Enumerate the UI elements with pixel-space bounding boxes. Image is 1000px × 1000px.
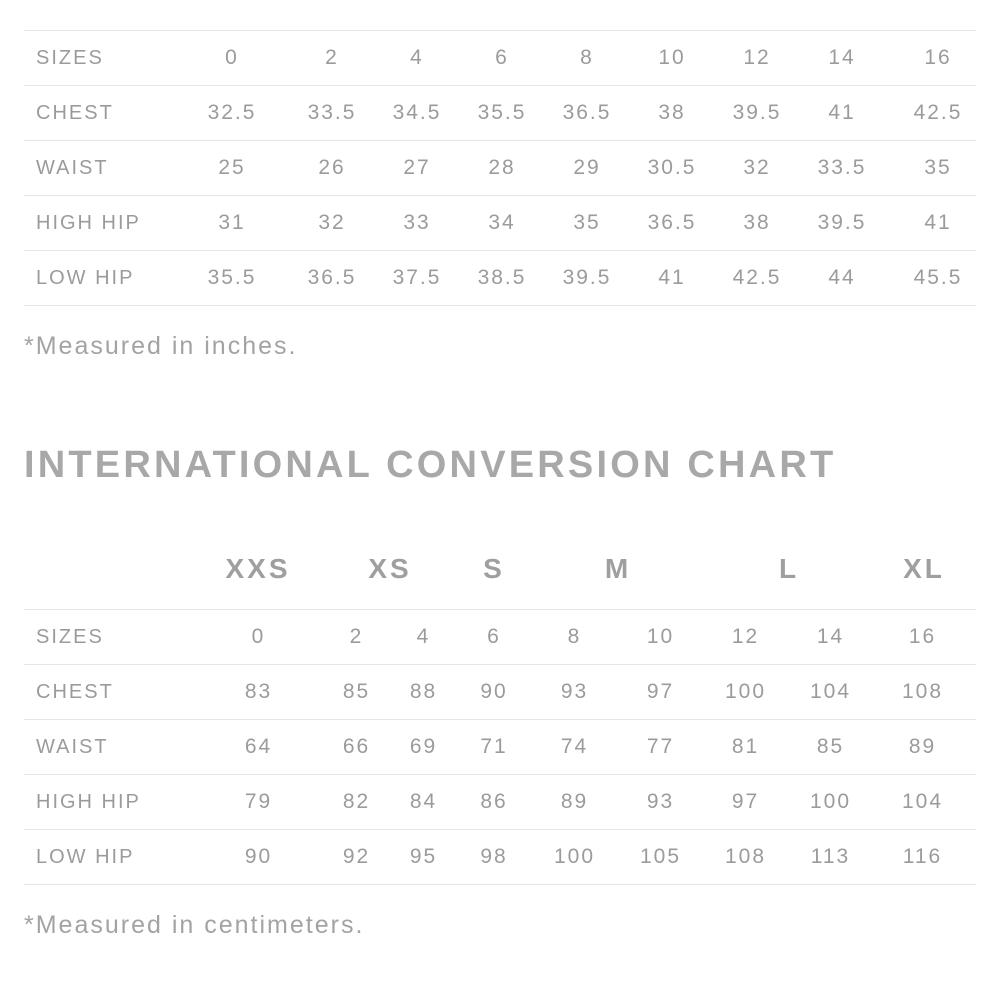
table-cell: 29 (560, 141, 614, 196)
table-cell: 108 (699, 830, 792, 885)
table-cell: 39.5 (560, 251, 614, 306)
row-label: SIZES (24, 31, 190, 86)
size-letter: XXS (225, 553, 291, 584)
table-cell: 45.5 (900, 251, 976, 306)
table-cell: 97 (699, 775, 792, 830)
table-cell: 36.5 (614, 196, 730, 251)
table-cell: 100 (527, 830, 622, 885)
table-cell: 12 (730, 31, 784, 86)
table-row (24, 196, 976, 251)
conversion-chart-title: INTERNATIONAL CONVERSION CHART (24, 444, 837, 486)
table-cell: 113 (792, 830, 869, 885)
table-cell: 6 (461, 610, 527, 665)
table-cell: 10 (622, 610, 699, 665)
table-cell: 79 (190, 775, 327, 830)
table-cell: 98 (461, 830, 527, 885)
table-row (24, 86, 976, 141)
row-label: LOW HIP (24, 251, 190, 306)
table-cell: 32 (274, 196, 390, 251)
table-cell: 104 (869, 775, 976, 830)
table-cell: 39.5 (784, 196, 900, 251)
cm-size-table (24, 609, 976, 885)
table-cell: 100 (792, 775, 869, 830)
table-cell: 83 (190, 665, 327, 720)
table-cell: 93 (622, 775, 699, 830)
table-row (24, 31, 976, 86)
table-cell: 26 (274, 141, 390, 196)
table-cell: 41 (614, 251, 730, 306)
table-cell: 89 (869, 720, 976, 775)
table-cell: 77 (622, 720, 699, 775)
size-letter: L (778, 553, 800, 584)
table-cell: 2 (274, 31, 390, 86)
table-cell: 16 (869, 610, 976, 665)
table-cell: 92 (327, 830, 386, 885)
table-cell: 74 (527, 720, 622, 775)
table-cell: 14 (784, 31, 900, 86)
table-cell: 2 (327, 610, 386, 665)
table-cell: 82 (327, 775, 386, 830)
table-cell: 66 (327, 720, 386, 775)
table-cell: 97 (622, 665, 699, 720)
table-cell: 33.5 (784, 141, 900, 196)
table-cell: 37.5 (390, 251, 444, 306)
table-cell: 28 (444, 141, 560, 196)
size-letter: M (604, 553, 632, 584)
table-cell: 90 (190, 830, 327, 885)
table-cell: 89 (527, 775, 622, 830)
table-cell: 42.5 (900, 86, 976, 141)
table-cell: 35.5 (444, 86, 560, 141)
table-cell: 41 (784, 86, 900, 141)
table-cell: 84 (386, 775, 461, 830)
table-cell: 12 (699, 610, 792, 665)
table-cell: 38 (730, 196, 784, 251)
table-cell: 32.5 (190, 86, 274, 141)
row-label: CHEST (24, 86, 190, 141)
table-cell: 35 (900, 141, 976, 196)
table-row (24, 141, 976, 196)
table-cell: 6 (444, 31, 560, 86)
table-row (24, 665, 976, 720)
table-cell: 90 (461, 665, 527, 720)
table-cell: 8 (560, 31, 614, 86)
size-letter: XS (368, 553, 412, 584)
table-cell: 16 (900, 31, 976, 86)
table-cell: 85 (327, 665, 386, 720)
row-label: WAIST (24, 141, 190, 196)
table-cell: 95 (386, 830, 461, 885)
row-label: WAIST (24, 720, 190, 775)
table-cell: 116 (869, 830, 976, 885)
table-cell: 35 (560, 196, 614, 251)
table-cell: 30.5 (614, 141, 730, 196)
table-row (24, 775, 976, 830)
table-cell: 27 (390, 141, 444, 196)
table-cell: 64 (190, 720, 327, 775)
table-cell: 4 (390, 31, 444, 86)
table-cell: 0 (190, 31, 274, 86)
table-cell: 108 (869, 665, 976, 720)
table-cell: 36.5 (560, 86, 614, 141)
table-cell: 85 (792, 720, 869, 775)
table-cell: 100 (699, 665, 792, 720)
size-letter: XL (903, 553, 945, 584)
row-label: HIGH HIP (24, 196, 190, 251)
table-cell: 93 (527, 665, 622, 720)
row-label: LOW HIP (24, 830, 190, 885)
table-row (24, 720, 976, 775)
size-letter: S (483, 553, 505, 584)
inches-footnote: *Measured in inches. (24, 332, 298, 360)
table-cell: 4 (386, 610, 461, 665)
table-cell: 105 (622, 830, 699, 885)
table-cell: 35.5 (190, 251, 274, 306)
table-row (24, 610, 976, 665)
row-label: HIGH HIP (24, 775, 190, 830)
table-cell: 36.5 (274, 251, 390, 306)
row-label: SIZES (24, 610, 190, 665)
table-cell: 38 (614, 86, 730, 141)
table-cell: 25 (190, 141, 274, 196)
table-cell: 42.5 (730, 251, 784, 306)
table-cell: 33.5 (274, 86, 390, 141)
table-cell: 32 (730, 141, 784, 196)
table-cell: 44 (784, 251, 900, 306)
table-cell: 81 (699, 720, 792, 775)
table-row (24, 251, 976, 306)
table-cell: 39.5 (730, 86, 784, 141)
table-cell: 0 (190, 610, 327, 665)
inches-size-table (24, 30, 976, 306)
table-cell: 10 (614, 31, 730, 86)
table-cell: 34.5 (390, 86, 444, 141)
table-cell: 38.5 (444, 251, 560, 306)
table-cell: 86 (461, 775, 527, 830)
table-cell: 34 (444, 196, 560, 251)
table-cell: 33 (390, 196, 444, 251)
table-cell: 8 (527, 610, 622, 665)
table-cell: 31 (190, 196, 274, 251)
cm-footnote: *Measured in centimeters. (24, 911, 365, 939)
table-cell: 88 (386, 665, 461, 720)
table-row (24, 830, 976, 885)
table-cell: 41 (900, 196, 976, 251)
table-cell: 104 (792, 665, 869, 720)
table-cell: 14 (792, 610, 869, 665)
row-label: CHEST (24, 665, 190, 720)
table-cell: 71 (461, 720, 527, 775)
table-cell: 69 (386, 720, 461, 775)
